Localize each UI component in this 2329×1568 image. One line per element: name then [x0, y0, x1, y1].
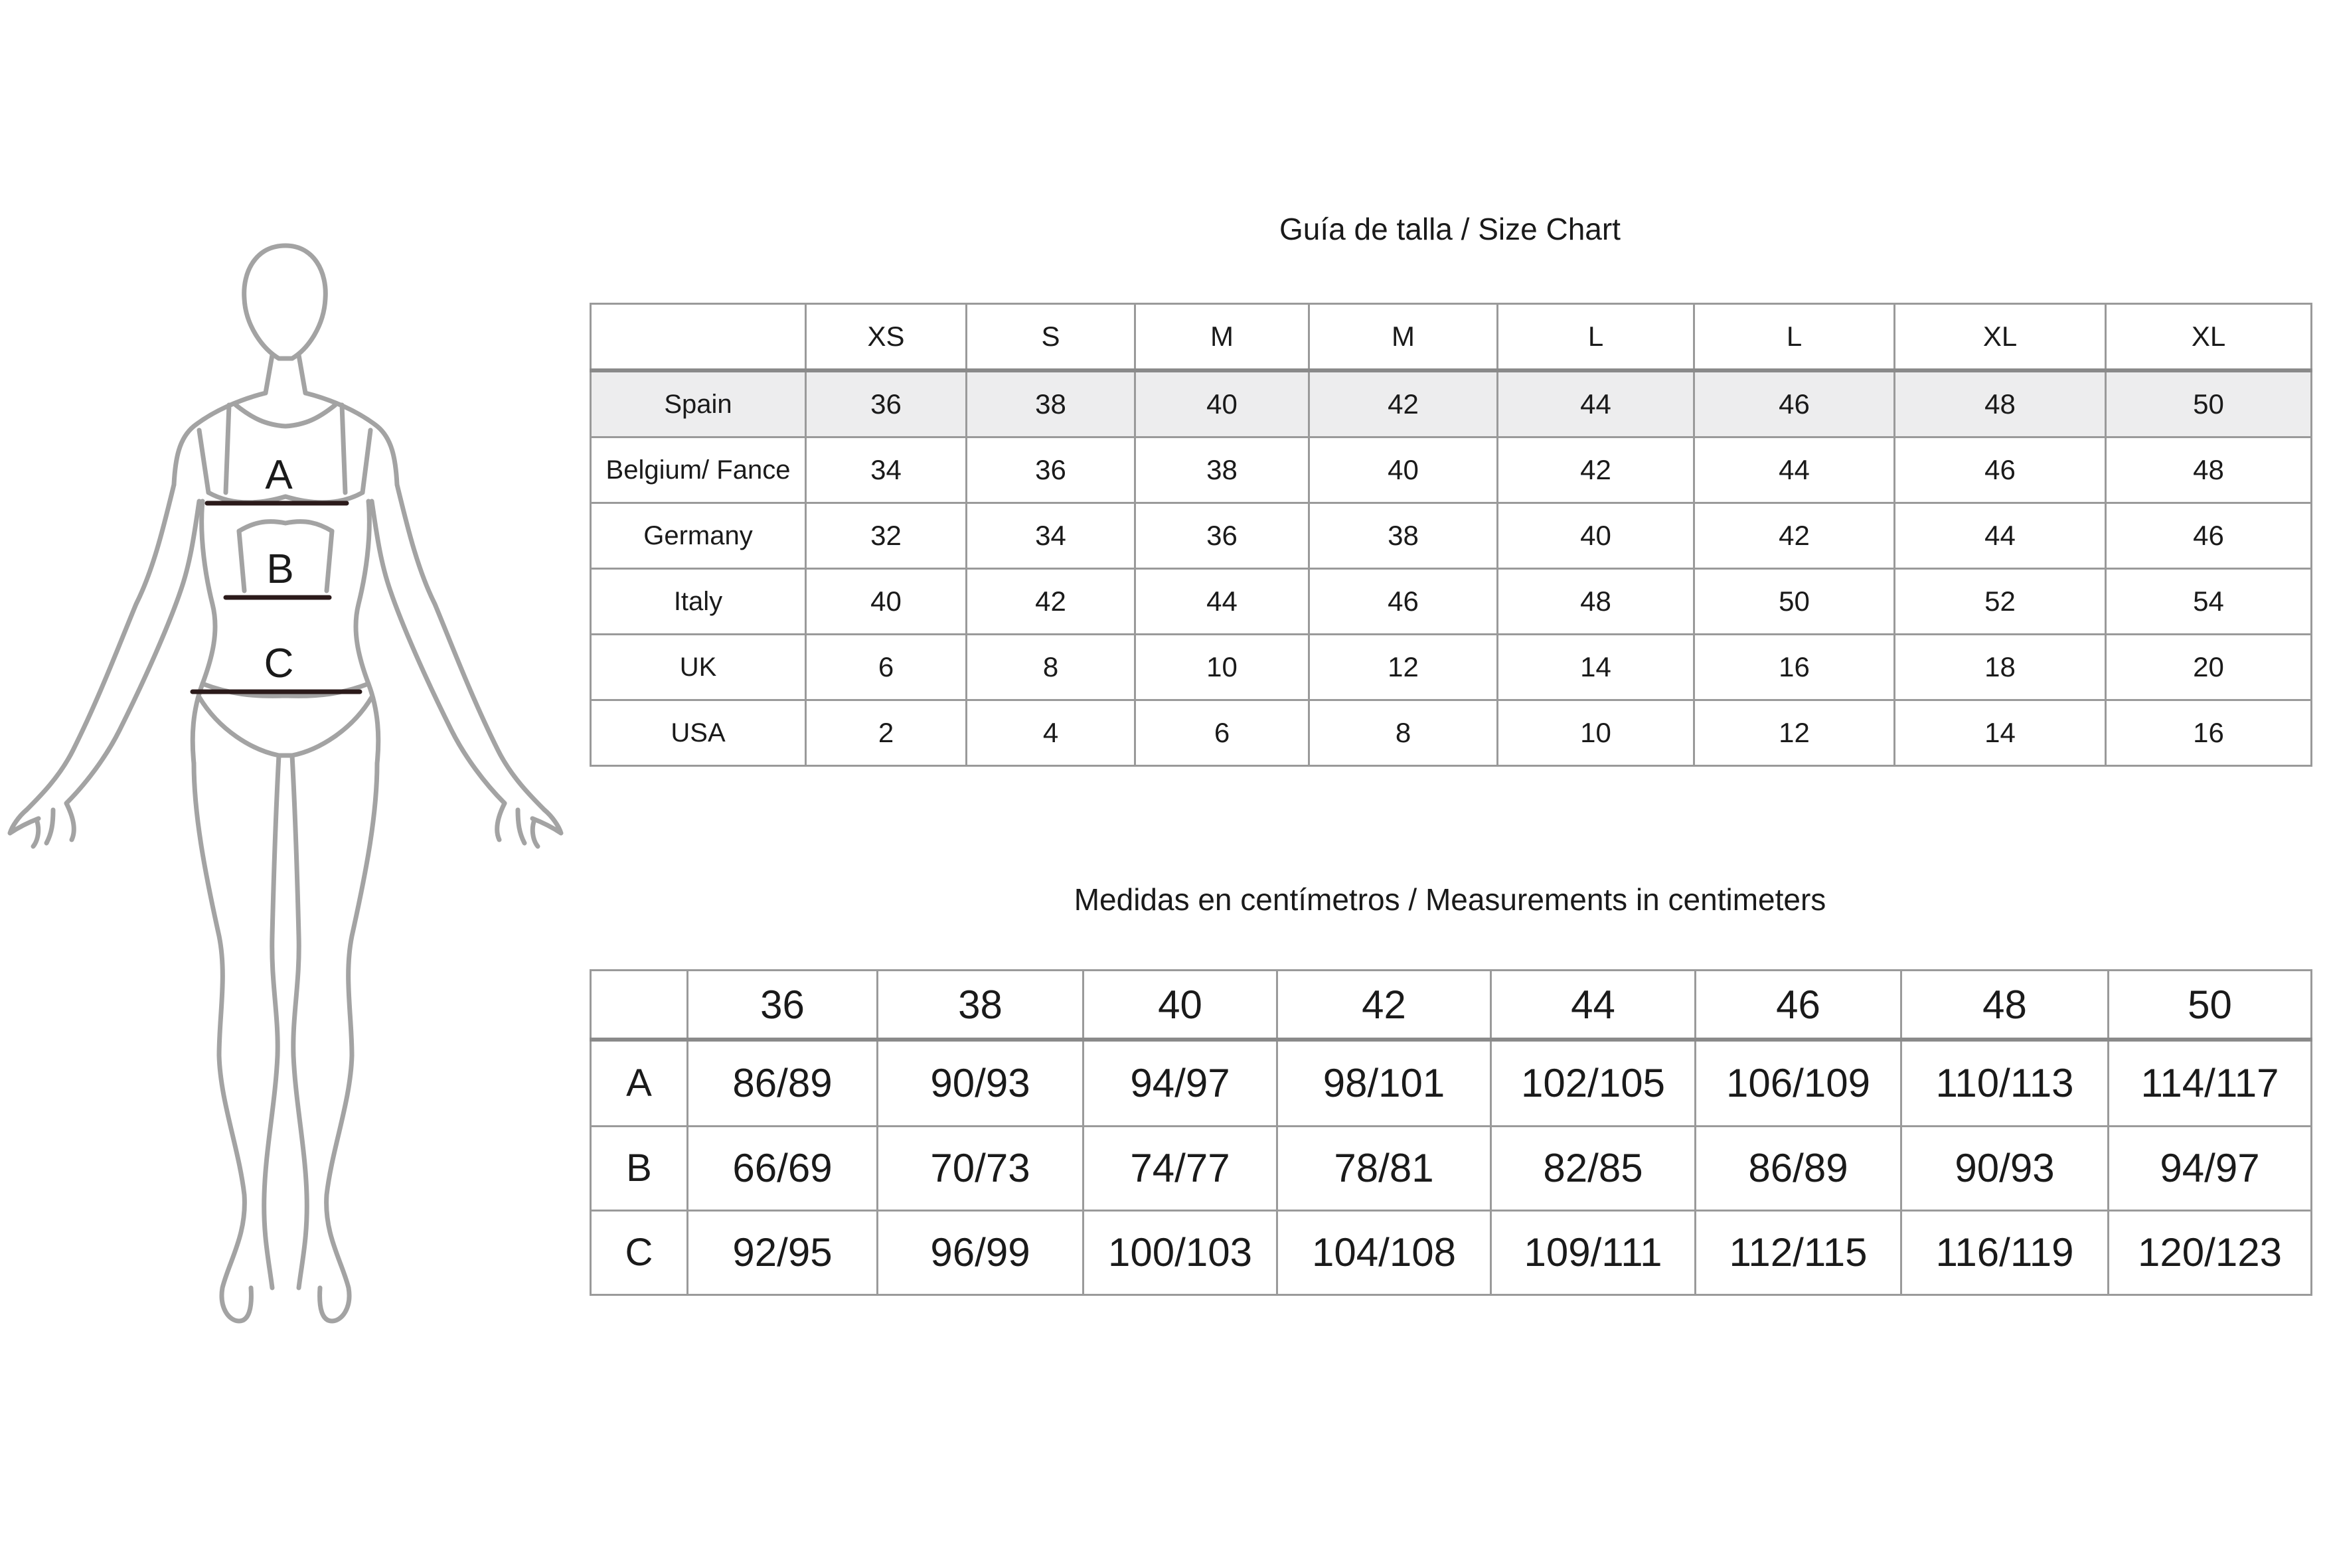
header-cell	[591, 971, 688, 1040]
body-outline	[10, 246, 561, 1321]
header-cell: M	[1135, 304, 1309, 371]
row-label: Belgium/ Fance	[591, 437, 806, 503]
table-row	[591, 370, 2312, 437]
table-cell: 40	[806, 569, 967, 635]
table-cell: 36	[806, 370, 967, 437]
table-cell: 6	[806, 635, 967, 700]
table-cell: 6	[1135, 700, 1309, 766]
table-cell: 52	[1895, 569, 2106, 635]
table-cell: 36	[967, 437, 1135, 503]
row-label: A	[591, 1040, 688, 1126]
table-cell: 8	[967, 635, 1135, 700]
table-row	[591, 635, 2312, 700]
table-cell: 38	[1309, 503, 1498, 569]
header-cell	[591, 304, 806, 371]
table-cell: 40	[1309, 437, 1498, 503]
measurements-table	[590, 969, 2312, 1296]
header-cell: 36	[688, 971, 878, 1040]
header-cell: XL	[2106, 304, 2312, 371]
measurements-header-row	[591, 971, 2312, 1040]
table-cell: 40	[1498, 503, 1694, 569]
table-cell: 12	[1694, 700, 1895, 766]
table-cell: 16	[2106, 700, 2312, 766]
table-cell: 50	[2106, 370, 2312, 437]
table-cell: 94/97	[1084, 1040, 1277, 1126]
header-cell: 38	[878, 971, 1084, 1040]
table-cell: 32	[806, 503, 967, 569]
table-cell: 14	[1498, 635, 1694, 700]
table-cell: 66/69	[688, 1126, 878, 1210]
table-cell: 78/81	[1277, 1126, 1491, 1210]
table-cell: 86/89	[1696, 1126, 1901, 1210]
measure-label-a: A	[265, 452, 293, 498]
table-cell: 112/115	[1696, 1210, 1901, 1294]
table-cell: 120/123	[2109, 1210, 2312, 1294]
table-cell: 48	[1498, 569, 1694, 635]
table-cell: 82/85	[1491, 1126, 1696, 1210]
table-cell: 54	[2106, 569, 2312, 635]
table-cell: 102/105	[1491, 1040, 1696, 1126]
table-row	[591, 503, 2312, 569]
header-cell: L	[1498, 304, 1694, 371]
table-row	[591, 569, 2312, 635]
table-cell: 104/108	[1277, 1210, 1491, 1294]
size-chart-title: Guía de talla / Size Chart	[1279, 212, 1621, 246]
size-chart-table	[590, 303, 2312, 767]
table-cell: 109/111	[1491, 1210, 1696, 1294]
header-cell: 40	[1084, 971, 1277, 1040]
row-label: Italy	[591, 569, 806, 635]
table-cell: 100/103	[1084, 1210, 1277, 1294]
table-cell: 42	[1498, 437, 1694, 503]
table-cell: 10	[1135, 635, 1309, 700]
table-cell: 92/95	[688, 1210, 878, 1294]
table-cell: 10	[1498, 700, 1694, 766]
header-cell: XS	[806, 304, 967, 371]
table-cell: 42	[1309, 370, 1498, 437]
table-cell: 48	[1895, 370, 2106, 437]
table-cell: 86/89	[688, 1040, 878, 1126]
table-cell: 46	[2106, 503, 2312, 569]
table-cell: 20	[2106, 635, 2312, 700]
table-cell: 34	[806, 437, 967, 503]
table-row	[591, 1040, 2312, 1126]
header-cell: 44	[1491, 971, 1696, 1040]
table-cell: 90/93	[1901, 1126, 2109, 1210]
table-cell: 70/73	[878, 1126, 1084, 1210]
table-row	[591, 1210, 2312, 1294]
table-cell: 34	[967, 503, 1135, 569]
header-cell: 50	[2109, 971, 2312, 1040]
table-row	[591, 700, 2312, 766]
table-cell: 18	[1895, 635, 2106, 700]
table-cell: 12	[1309, 635, 1498, 700]
table-cell: 98/101	[1277, 1040, 1491, 1126]
table-cell: 106/109	[1696, 1040, 1901, 1126]
table-cell: 90/93	[878, 1040, 1084, 1126]
header-cell: M	[1309, 304, 1498, 371]
table-cell: 44	[1694, 437, 1895, 503]
header-cell: 46	[1696, 971, 1901, 1040]
table-cell: 44	[1895, 503, 2106, 569]
table-cell: 14	[1895, 700, 2106, 766]
row-label: UK	[591, 635, 806, 700]
header-cell: 42	[1277, 971, 1491, 1040]
table-cell: 38	[1135, 437, 1309, 503]
header-cell: S	[967, 304, 1135, 371]
table-cell: 4	[967, 700, 1135, 766]
measure-label-b: B	[266, 546, 294, 592]
table-cell: 38	[967, 370, 1135, 437]
row-label: Germany	[591, 503, 806, 569]
table-cell: 42	[967, 569, 1135, 635]
table-cell: 36	[1135, 503, 1309, 569]
table-cell: 74/77	[1084, 1126, 1277, 1210]
table-cell: 16	[1694, 635, 1895, 700]
measure-label-c: C	[264, 641, 294, 686]
table-cell: 40	[1135, 370, 1309, 437]
table-cell: 114/117	[2109, 1040, 2312, 1126]
body-figure	[0, 219, 571, 1387]
table-cell: 48	[2106, 437, 2312, 503]
table-row	[591, 437, 2312, 503]
header-cell: 48	[1901, 971, 2109, 1040]
header-cell: XL	[1895, 304, 2106, 371]
table-cell: 50	[1694, 569, 1895, 635]
size-header-row	[591, 304, 2312, 371]
row-label: C	[591, 1210, 688, 1294]
table-cell: 46	[1895, 437, 2106, 503]
row-label: Spain	[591, 370, 806, 437]
table-row	[591, 1126, 2312, 1210]
table-cell: 110/113	[1901, 1040, 2109, 1126]
measurements-title: Medidas en centímetros / Measurements in centimeters	[1074, 882, 1826, 917]
table-cell: 46	[1694, 370, 1895, 437]
table-cell: 46	[1309, 569, 1498, 635]
row-label: B	[591, 1126, 688, 1210]
row-label: USA	[591, 700, 806, 766]
table-cell: 116/119	[1901, 1210, 2109, 1294]
table-cell: 96/99	[878, 1210, 1084, 1294]
table-cell: 2	[806, 700, 967, 766]
header-cell: L	[1694, 304, 1895, 371]
table-cell: 44	[1498, 370, 1694, 437]
table-cell: 42	[1694, 503, 1895, 569]
table-cell: 44	[1135, 569, 1309, 635]
table-cell: 8	[1309, 700, 1498, 766]
table-cell: 94/97	[2109, 1126, 2312, 1210]
